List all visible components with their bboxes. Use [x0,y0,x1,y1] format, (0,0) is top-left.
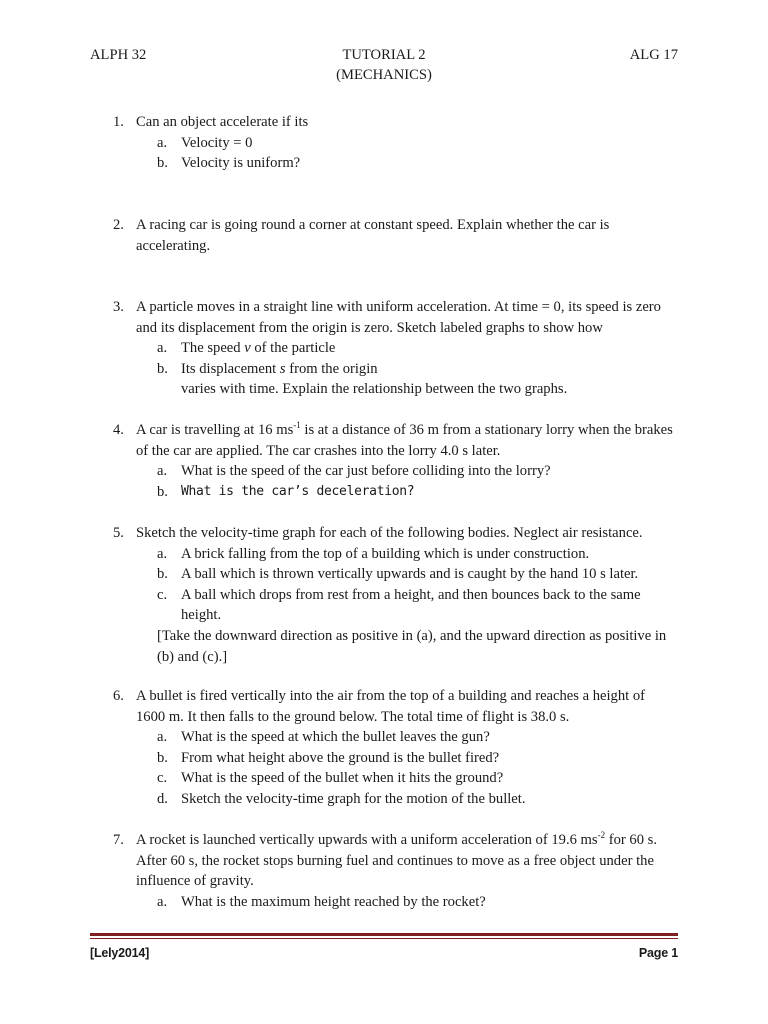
sub-question-label: b. [157,749,168,766]
footer-rule [90,933,678,939]
variable-s: s [279,360,286,377]
sub-question-label: d. [157,790,168,807]
sub-question [157,153,676,174]
question-7 [0,830,768,912]
question-5 [0,523,768,667]
sub-question-text: Its displacement s from the origin [181,360,378,377]
header-room-code: ALG 17 [629,47,678,63]
sub-question [157,892,676,913]
sub-question-text: From what height above the ground is the bullet fired? [181,749,500,766]
sub-question-label: a. [157,463,168,480]
sub-question-label: b. [157,155,168,172]
question-text: A bullet is fired vertically into the air from the top of a building and reaches a height of 1600 m. It then falls to the ground below. The total time of flight is 38.0 s. [136,688,646,725]
question-number: 5. [113,525,124,541]
sub-question [157,585,676,626]
question-text: A racing car is going round a corner at constant speed. Explain whether the car is accelerating. [136,217,610,254]
exponent: -1 [293,420,301,430]
sub-question-label: a. [157,340,168,357]
question-number: 7. [113,832,124,848]
sub-question [157,338,676,359]
sub-question-text: What is the speed at which the bullet leaves the gun? [181,729,490,746]
header-course-code: ALPH 32 [90,47,147,63]
question-number: 6. [113,688,124,704]
footer-rule-thin [90,938,678,939]
sub-question-text: What is the maximum height reached by the rocket? [181,893,486,910]
sub-question [157,359,676,380]
sub-question-text: Velocity = 0 [181,134,253,151]
sub-question-label: b. [157,566,168,583]
exponent: -2 [597,830,606,840]
question-number: 2. [113,217,124,233]
sub-question-label: a. [157,545,168,562]
sub-question [157,727,676,748]
question-text: A particle moves in a straight line with uniform acceleration. At time = 0, its speed is zero and its displacement from the origin is zero. Sketch labeled graphs to show how [136,299,661,336]
sub-question-text: The speed v of the particle [181,340,336,357]
footer-author-tag: [Lely2014] [90,946,150,960]
footer-page-number: Page 1 [638,946,678,960]
sub-question [157,748,676,769]
sub-question-text: What is the speed of the car just before colliding into the lorry? [181,463,551,480]
sub-question-text: What is the speed of the bullet when it hits the ground? [181,770,504,787]
sub-question-label: a. [157,729,168,746]
sub-question-label: a. [157,134,168,151]
sub-question [157,461,676,482]
question-text: Sketch the velocity-time graph for each of the following bodies. Neglect air resistance. [136,525,643,541]
sub-question [157,544,676,565]
sub-question-label: c. [157,770,168,787]
question-note: [Take the downward direction as positive in (a), and the upward direction as positive in (b) and (c).] [157,627,667,665]
question-1 [0,112,768,174]
sub-question-label: a. [157,893,168,910]
header-title-line1: TUTORIAL 2 [342,47,426,63]
question-4 [0,420,768,502]
sub-question-text: A ball which is thrown vertically upwards and is caught by the hand 10 s later. [181,566,639,583]
sub-question [157,564,676,585]
question-number: 4. [113,422,124,438]
question-text: A car is travelling at 16 $ms^{-1}$ is at a distance of 36 m from a stationary lorry when the brakes of the car are applied. The car crashes into the lorry 4.0 s later. [136,420,673,459]
sub-question [157,133,676,154]
question-number: 3. [113,299,124,315]
sub-question-label: b. [157,483,168,500]
sub-question-label: c. [157,586,168,603]
question-number: 1. [113,114,124,130]
sub-question-text: Velocity is uniform? [181,155,301,172]
sub-question-text: A brick falling from the top of a building which is under construction. [181,545,590,562]
variable-v: v [244,340,251,357]
question-2 [0,215,768,256]
sub-question-text: A ball which drops from rest from a height, and then bounces back to the same height. [181,586,641,624]
sub-question [157,789,676,810]
question-continuation: varies with time. Explain the relationship between the two graphs. [181,381,568,398]
question-text: A rocket is launched vertically upwards with a uniform acceleration of 19.6 $ms^{-2}$ for 60 s. After 60 s, the rocket stops burning fuel and continues to move as a free object under the influence of gravity. [136,830,657,890]
sub-question-text: What is the car’s deceleration? [181,483,415,499]
header-title-line2: (MECHANICS) [336,67,432,83]
question-6 [0,686,768,810]
question-3 [0,297,768,400]
question-text: Can an object accelerate if its [136,114,309,130]
sub-question-text: Sketch the velocity-time graph for the motion of the bullet. [181,790,526,807]
sub-question [157,482,676,503]
sub-question [157,768,676,789]
sub-question-label: b. [157,360,168,377]
